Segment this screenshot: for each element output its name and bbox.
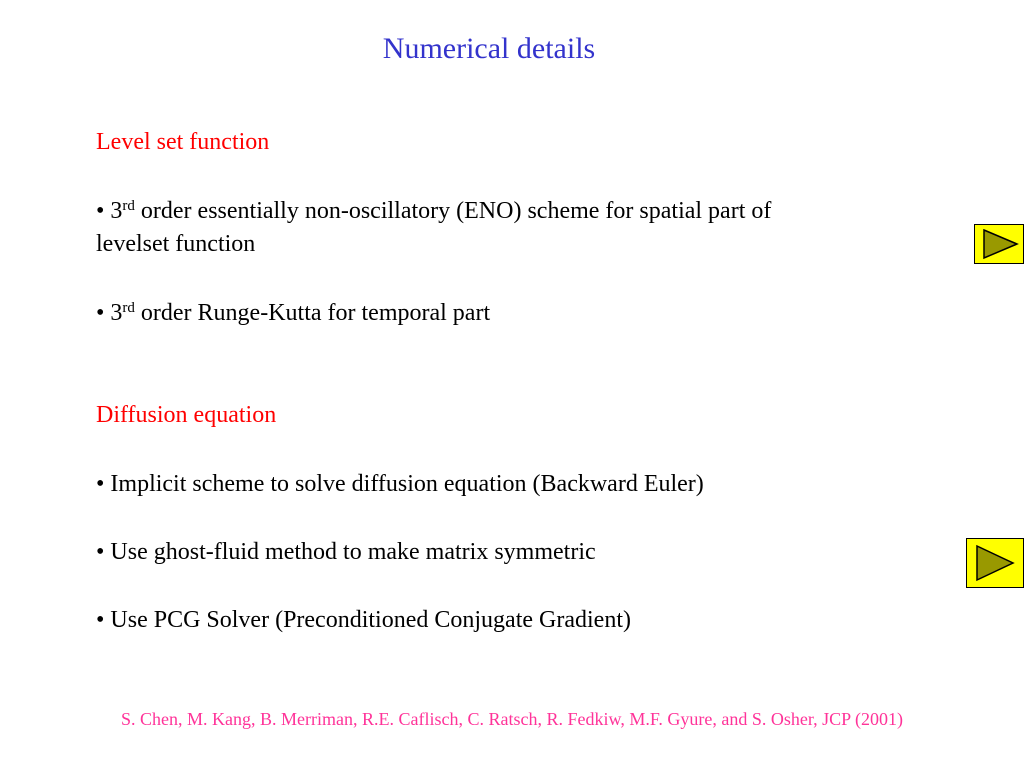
bullet-text: order essentially non-oscillatory (ENO) scheme for spatial part of bbox=[134, 198, 772, 224]
ordinal-suffix: rd bbox=[122, 299, 135, 316]
bullet-runge-kutta bbox=[96, 300, 490, 327]
section-heading-diffusion: Diffusion equation bbox=[96, 402, 277, 428]
play-triangle-icon bbox=[981, 228, 1019, 260]
play-triangle-icon bbox=[974, 543, 1016, 583]
bullet-eno-scheme bbox=[96, 198, 771, 225]
bullet-eno-scheme-continuation: levelset function bbox=[96, 231, 256, 257]
bullet-ghost-fluid: • Use ghost-fluid method to make matrix symmetric bbox=[96, 539, 596, 565]
play-button-level-set[interactable] bbox=[974, 224, 1024, 264]
section-heading-level-set: Level set function bbox=[96, 129, 270, 155]
bullet-implicit-scheme: • Implicit scheme to solve diffusion equation (Backward Euler) bbox=[96, 471, 704, 497]
bullet-prefix: • 3 bbox=[96, 300, 123, 326]
play-button-diffusion[interactable] bbox=[966, 538, 1024, 588]
citation: S. Chen, M. Kang, B. Merriman, R.E. Caflisch, C. Ratsch, R. Fedkiw, M.F. Gyure, and S. Osher, JCP (2001) bbox=[121, 709, 903, 729]
ordinal-suffix: rd bbox=[122, 197, 135, 214]
bullet-pcg-solver: • Use PCG Solver (Preconditioned Conjugate Gradient) bbox=[96, 607, 631, 633]
slide-title: Numerical details bbox=[382, 32, 596, 65]
bullet-text: order Runge-Kutta for temporal part bbox=[134, 300, 491, 326]
bullet-prefix: • 3 bbox=[96, 198, 123, 224]
